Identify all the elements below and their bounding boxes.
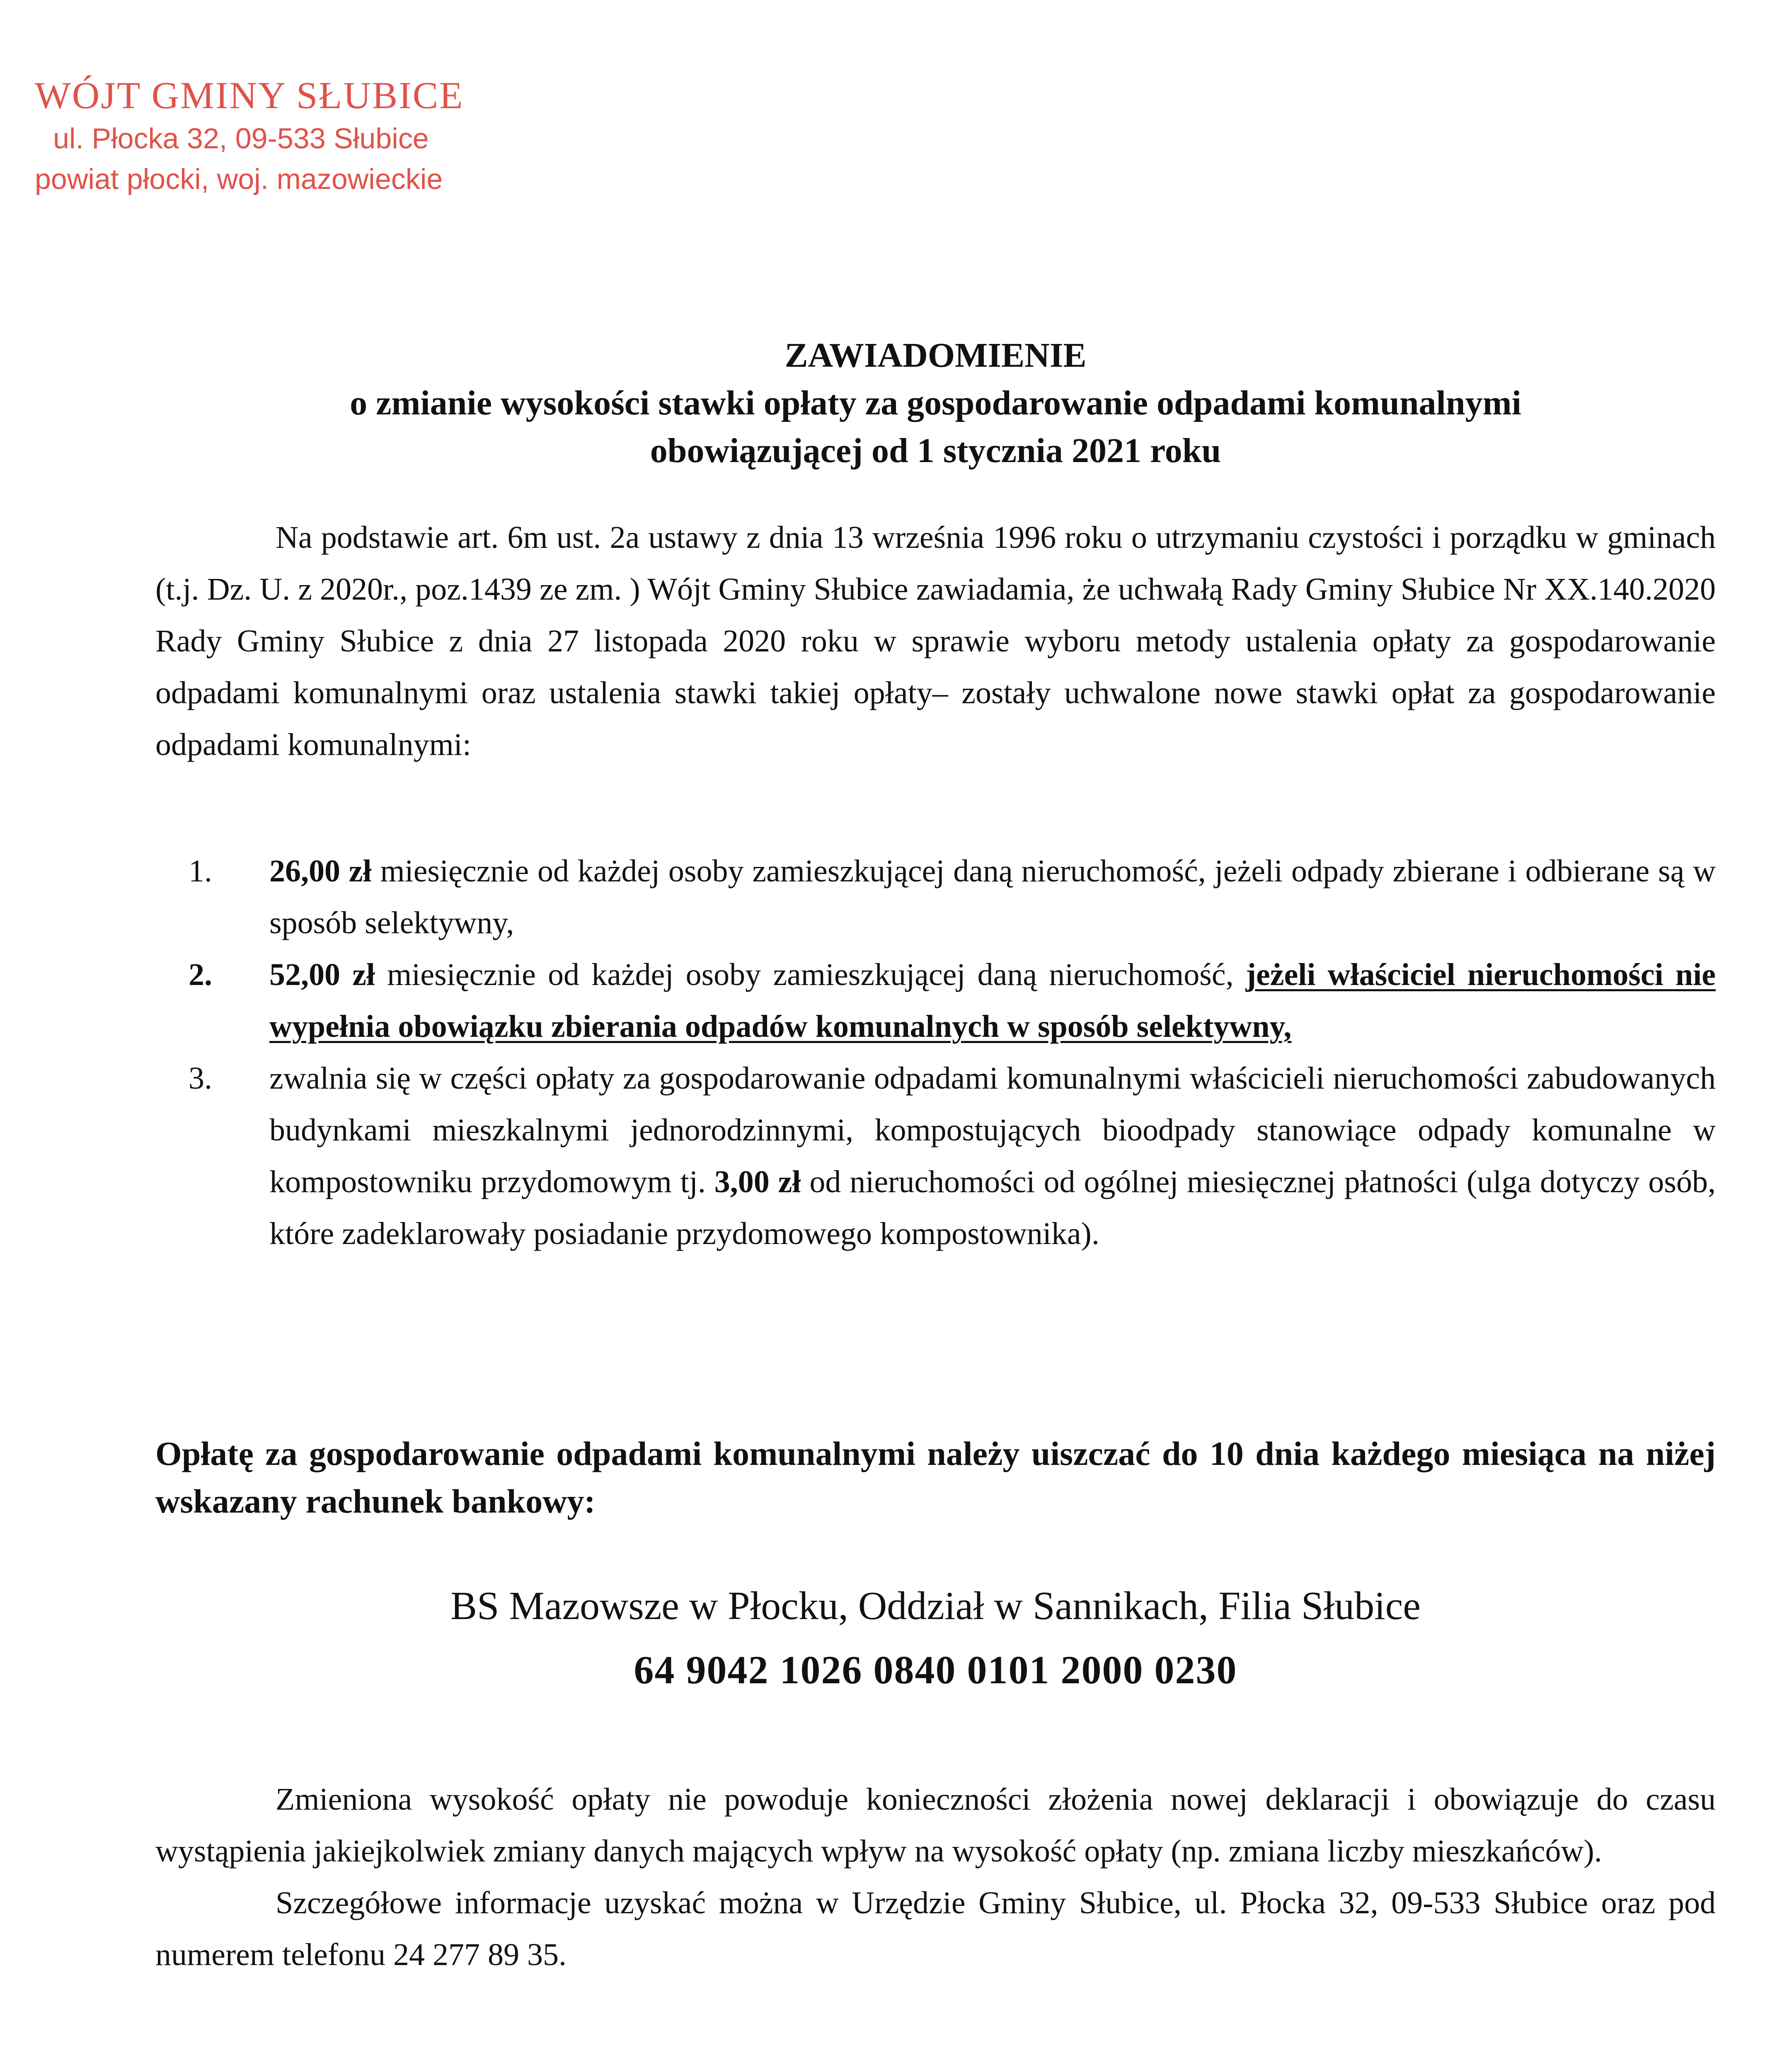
intro-paragraph: Na podstawie art. 6m ust. 2a ustawy z dnia 13 września 1996 roku o utrzymaniu czystości i porządku w gminach (t.j. Dz. U. z 2020r., poz.1439 ze zm. ) Wójt Gminy Słubice zawiadamia, że uchwałą Rady Gminy Słubice Nr XX.140.2020 Rady Gminy Słubice z dnia 27 listopada 2020 roku w sprawie wyboru metody ustalenia opłaty za gospodarowanie odpadami komunalnymi oraz ustalenia stawki takiej opłaty– zostały uchwalone nowe stawki opłat za gospodarowanie odpadami komunalnymi: [155,520,1716,762]
stamp-title: WÓJT GMINY SŁUBICE [35,74,464,116]
bank-name: BS Mazowsze w Płocku, Oddział w Sannikach, Filia Słubice [450,1583,1421,1628]
document-title: ZAWIADOMIENIE [784,336,1087,375]
list-item-number: 2. [189,957,212,992]
list-item-text: od nieruchomości od ogólnej miesięcznej płatności (ulga dotyczy osób, które zadeklarowały posiadanie przydomowego kompostownika). [269,1164,1716,1251]
list-item-number: 3. [189,1061,212,1096]
document-subtitle-line-1: o zmianie wysokości stawki opłaty za gospodarowanie odpadami komunalnymi [350,384,1521,422]
closing-notes [155,1774,1716,1981]
list-item [155,949,1716,1053]
payment-instruction: Opłatę za gospodarowanie odpadami komunalnymi należy uiszczać do 10 dnia każdego miesiąca na niżej wskazany rachunek bankowy: [155,1435,1716,1520]
list-item [155,1053,1716,1260]
list-item-text: zwalnia się w części opłaty za gospodarowanie odpadami komunalnymi właścicieli nieruchomości zabudowanych budynkami mieszkalnymi jednorodzinnymi, kompostujących bioodpady stanowiące odpady komunalne w kompostowniku przydomowym tj. [269,1061,1716,1199]
document-heading [155,332,1716,474]
rate-amount: 3,00 zł [714,1164,801,1199]
document-subtitle-line-2: obowiązującej od 1 stycznia 2021 roku [650,431,1221,470]
bank-account-number: 64 9042 1026 0840 0101 2000 0230 [634,1648,1237,1692]
list-item [155,845,1716,949]
contact-paragraph: Szczegółowe informacje uzyskać można w Urzędzie Gminy Słubice, ul. Płocka 32, 09-533 Słubice oraz pod numerem telefonu 24 277 89 35. [155,1886,1716,1972]
official-stamp [35,73,464,199]
stamp-region: powiat płocki, woj. mazowieckie [35,163,443,195]
rates-list [155,845,1716,1260]
stamp-address: ul. Płocka 32, 09-533 Słubice [53,122,429,155]
rate-amount: 52,00 zł [269,957,375,992]
list-item-text: miesięcznie od każdej osoby zamieszkującej daną nieruchomość, jeżeli odpady zbierane i odbierane są w sposób selektywny, [269,854,1716,940]
list-item-number: 1. [189,854,212,888]
list-item-text: miesięcznie od każdej osoby zamieszkującej daną nieruchomość, [375,957,1246,992]
notice-paragraph: Zmieniona wysokość opłaty nie powoduje konieczności złożenia nowej deklaracji i obowiązuje do czasu wystąpienia jakiejkolwiek zmiany danych mających wpływ na wysokość opłaty (np. zmiana liczby mieszkańców). [155,1782,1716,1869]
rate-amount: 26,00 zł [269,854,372,888]
list-item-emphasis: jeżeli właściciel nieruchomości nie wypełnia obowiązku zbierania odpadów komunalnych w sposób selektywny, [269,957,1716,1044]
